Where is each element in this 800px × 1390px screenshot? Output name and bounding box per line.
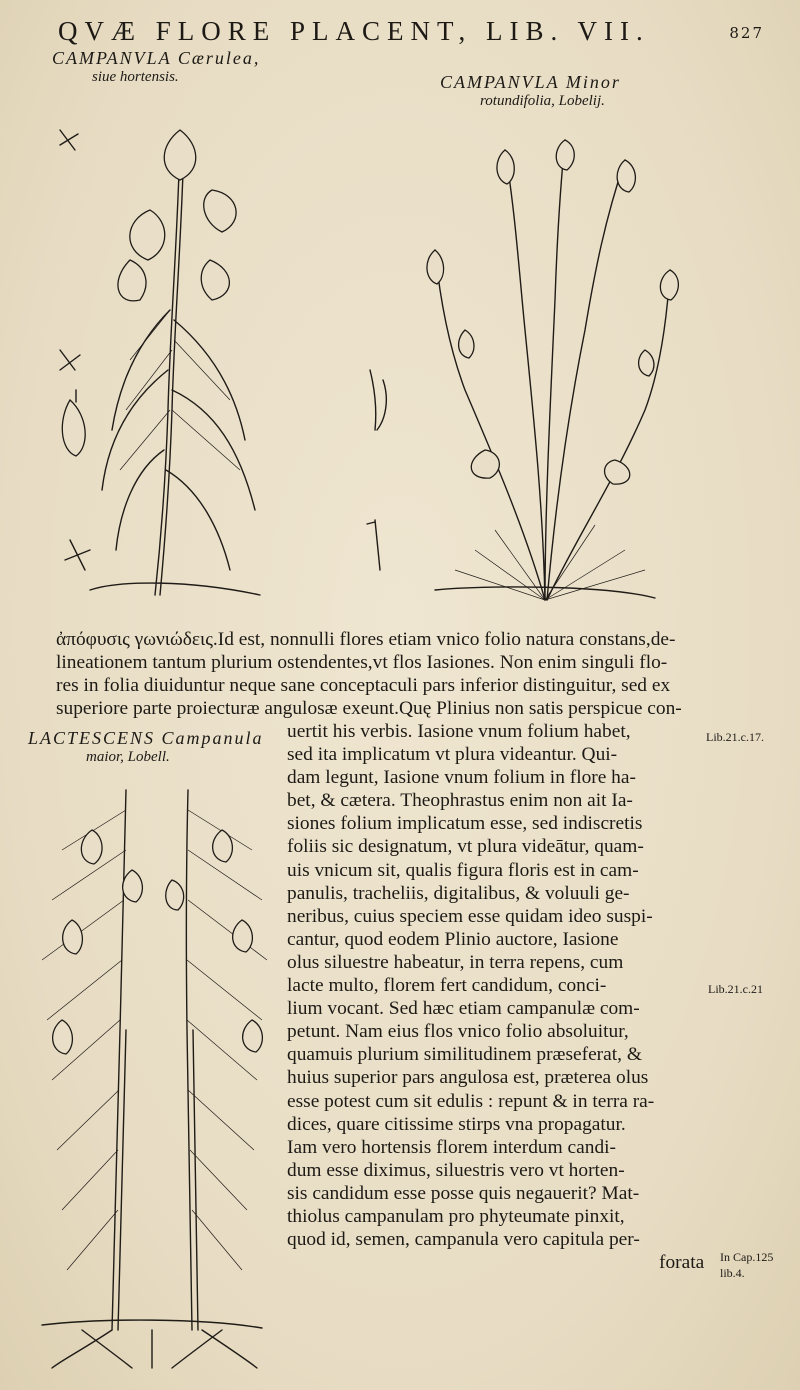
- text-line: dam legunt, Iasione vnum folium in flore ha-: [287, 767, 636, 789]
- woodcut-campanula-caerulea: [30, 110, 290, 610]
- text-line: res in folia diuiduntur neque sane conceptaculi pars inferior distinguitur, sed ex: [56, 675, 671, 697]
- page-number: 827: [729, 24, 764, 42]
- text-line: Iam vero hortensis florem interdum candi-: [287, 1136, 616, 1158]
- caption-subtitle: siue hortensis.: [92, 68, 179, 85]
- text-line: lineationem tantum plurium ostendentes,vt flos Iasiones. Non enim singuli flo-: [56, 652, 668, 674]
- text-line: uertit his verbis. Iasione vnum folium habet,: [287, 721, 631, 742]
- text-line: neribus, cuius speciem esse quidam ideo suspi-: [287, 905, 653, 927]
- caption-lactescens: [28, 728, 264, 766]
- running-head: QVÆ FLORE PLACENT, LIB. VII.: [58, 16, 650, 46]
- text-line: forata: [659, 1252, 705, 1274]
- text-line: dum esse diximus, siluestris vero vt horten-: [287, 1159, 625, 1181]
- paragraph-column: [287, 720, 704, 1274]
- text-line: quod id, semen, campanula vero capitula per-: [287, 1229, 640, 1251]
- margin-note-lib21-c17: Lib.21.c.17.: [706, 730, 764, 744]
- caption-subtitle: maior, Lobell.: [86, 748, 170, 765]
- text-line: petunt. Nam eius flos vnico folio absoluitur,: [287, 1021, 629, 1043]
- caption-campanula-caerulea: [52, 48, 260, 86]
- text-line: siones folium implicatum esse, sed indiscretis: [287, 813, 643, 835]
- margin-note-cap125: In Cap.125: [720, 1250, 774, 1264]
- caption-title: LACTESCENS Campanula: [28, 728, 264, 748]
- text-line: foliis sic designatum, vt plura videātur, quam-: [287, 836, 644, 858]
- caption-campanula-minor: [440, 72, 621, 110]
- margin-note-lib21-c21: Lib.21.c.21: [708, 982, 763, 996]
- caption-title: CAMPANVLA Minor: [440, 72, 621, 92]
- text-line: uis vnicum sit, qualis figura floris est in cam-: [287, 859, 639, 881]
- text-line: dices, quare citissime stirps vna propagatur.: [287, 1113, 626, 1135]
- woodcut-lactescens-campanula: [22, 770, 280, 1370]
- margin-note-lib4: lib.4.: [720, 1266, 745, 1280]
- text-line: esse potest cum sit edulis : repunt & in terra ra-: [287, 1090, 655, 1112]
- caption-title: CAMPANVLA Cærulea,: [52, 48, 261, 68]
- text-line: quamuis plurium similitudinem præseferat, &: [287, 1044, 642, 1066]
- text-line: cantur, quod eodem Plinio auctore, Iasione: [287, 928, 619, 950]
- woodcut-campanula-minor: [395, 130, 695, 620]
- text-line: huius superior pars angulosa est, præterea olus: [287, 1067, 649, 1089]
- text-line: lium vocant. Sed hæc etiam campanulæ com-: [287, 998, 640, 1020]
- text-line: panulis, tracheliis, digitalibus, & voluuli ge-: [287, 882, 630, 904]
- text-line: ἀπόφυσις γωνιώδεις.Id est, nonnulli flores etiam vnico folio natura constans,de-: [56, 629, 676, 650]
- paragraph-full-width: [56, 628, 682, 720]
- text-line: olus siluestre habeatur, in terra repens, cum: [287, 951, 624, 973]
- text-line: sis candidum esse posse quis negauerit? Mat-: [287, 1182, 640, 1204]
- caption-subtitle: rotundifolia, Lobelij.: [480, 92, 605, 109]
- text-line: bet, & cætera. Theophrastus enim non ait Ia-: [287, 790, 633, 812]
- text-line: lacte multo, florem fert candidum, conci-: [287, 975, 607, 997]
- text-line: superiore parte proiecturæ angulosæ exeunt.Quę Plinius non satis perspicue con-: [56, 698, 682, 720]
- text-line: thiolus campanulam pro phyteumate pinxit,: [287, 1205, 625, 1227]
- text-line: sed ita implicatum vt plura videantur. Qui-: [287, 744, 618, 766]
